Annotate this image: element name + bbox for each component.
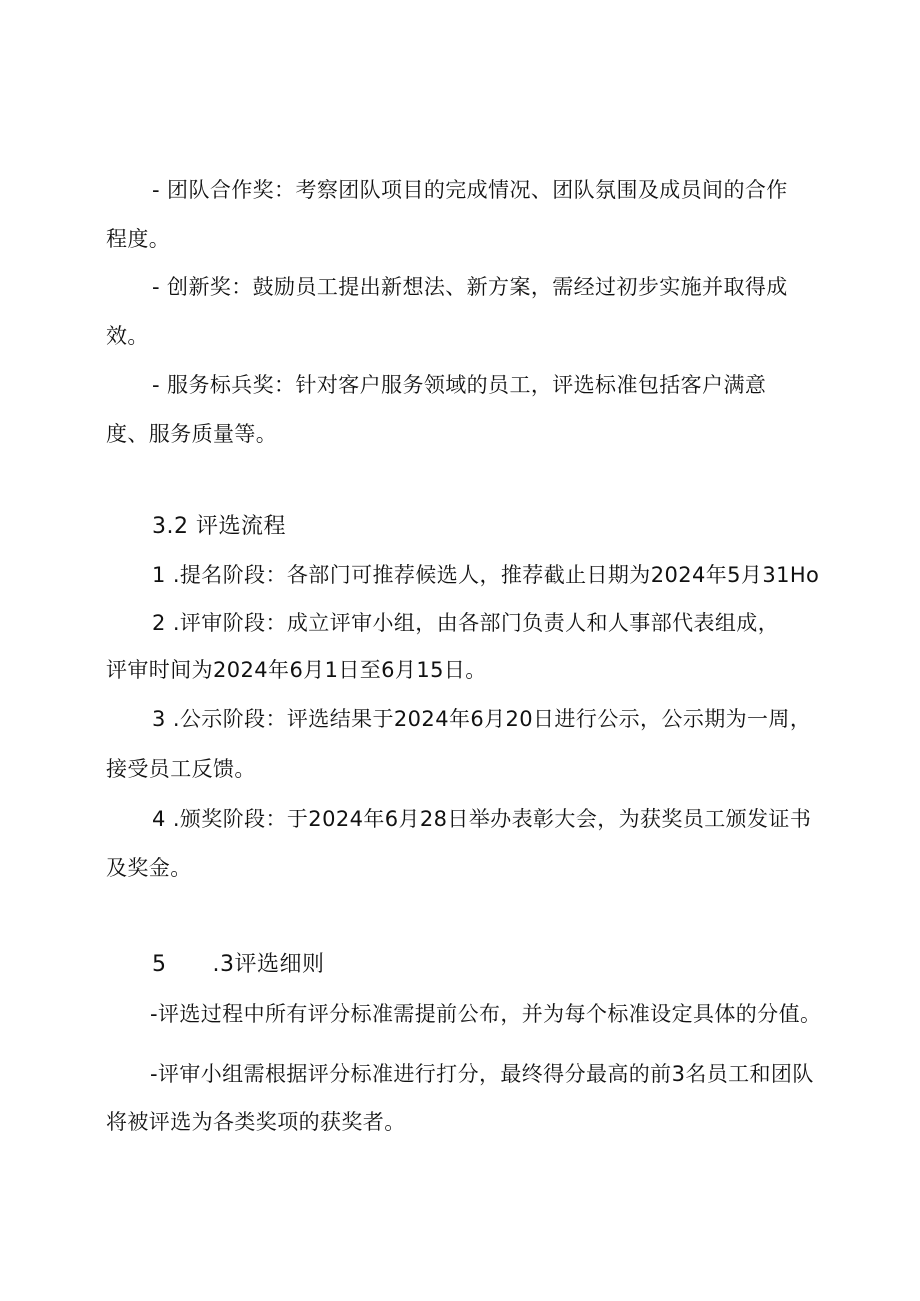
award-service-line1: - 服务标兵奖：针对客户服务领域的员工，评选标准包括客户满意 [152, 373, 767, 397]
step-3-line2: 接受员工反馈。 [106, 757, 256, 781]
award-service-line2: 度、服务质量等。 [106, 422, 278, 446]
rule-2-line2: 将被评选为各类奖项的获奖者。 [106, 1110, 406, 1134]
rule-1-line1: -评选过程中所有评分标准需提前公布，并为每个标准设定具体的分值。 [150, 1002, 822, 1026]
step-3-line1: 3 .公示阶段：评选结果于2024年6月20日进行公示，公示期为一周， [152, 707, 812, 731]
step-1-line1: 1 .提名阶段：各部门可推荐候选人，推荐截止日期为2024年5月31Ho [152, 563, 820, 587]
rule-2-line1: -评审小组需根据评分标准进行打分，最终得分最高的前3名员工和团队 [150, 1062, 814, 1086]
step-2-line2: 评审时间为2024年6月1日至6月15日。 [106, 658, 487, 682]
section-5-3-heading-text: .3评选细则 [212, 952, 325, 977]
award-innovation-line2: 效。 [106, 324, 149, 348]
step-4-line1: 4 .颁奖阶段：于2024年6月28日举办表彰大会，为获奖员工颁发证书 [152, 807, 812, 831]
section-5-3-heading-number: 5 [152, 952, 167, 977]
section-5-3-heading [152, 950, 325, 980]
step-2-line1: 2 .评审阶段：成立评审小组，由各部门负责人和人事部代表组成， [152, 611, 780, 635]
award-team-line1: - 团队合作奖：考察团队项目的完成情况、团队氛围及成员间的合作 [152, 178, 788, 202]
award-team-line2: 程度。 [106, 227, 171, 251]
section-3-2-heading: 3.2 评选流程 [152, 514, 286, 539]
award-innovation-line1: - 创新奖：鼓励员工提出新想法、新方案，需经过初步实施并取得成 [152, 275, 788, 299]
step-4-line2: 及奖金。 [106, 856, 192, 880]
